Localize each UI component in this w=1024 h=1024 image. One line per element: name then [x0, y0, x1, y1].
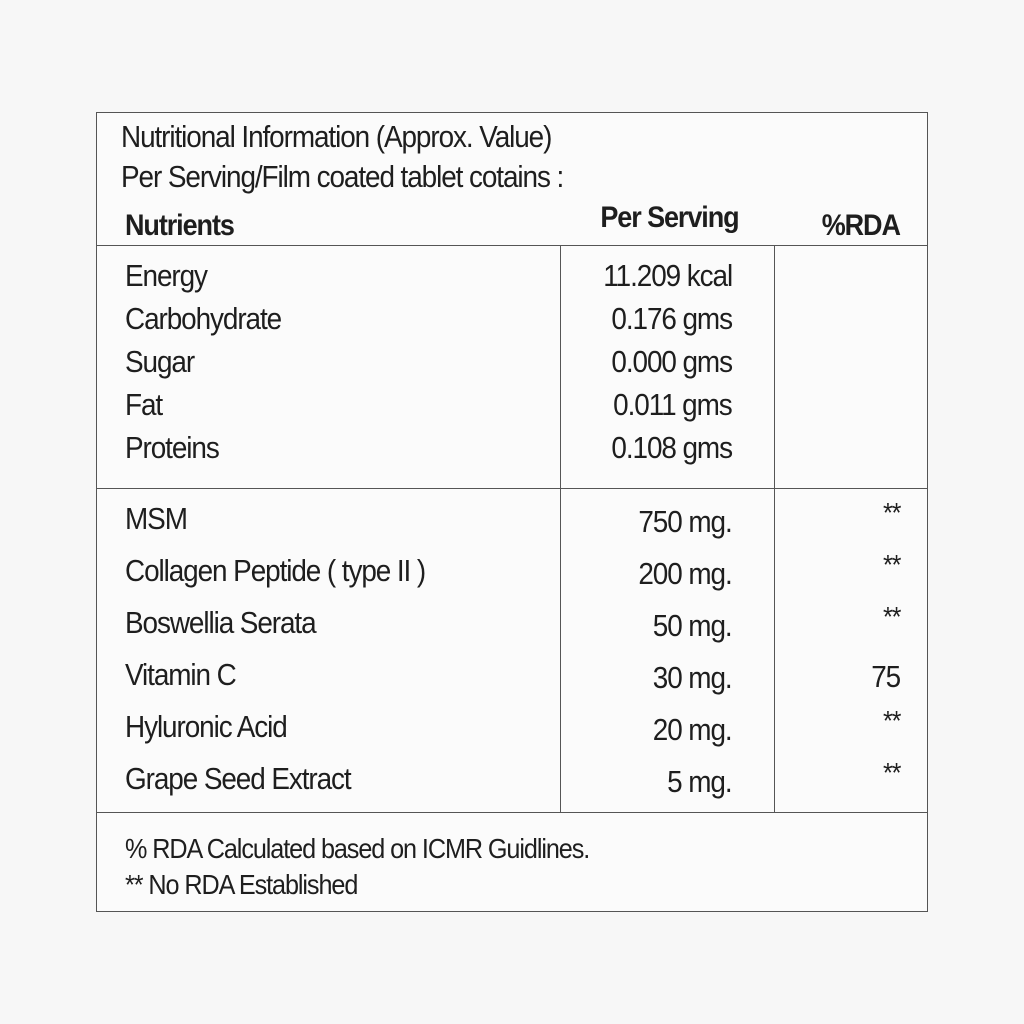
ingredient-rda: ** — [882, 497, 900, 528]
footnote-rda: % RDA Calculated based on ICMR Guidlines. — [125, 833, 590, 864]
header-nutrients: Nutrients — [125, 209, 234, 242]
ingredient-name: Collagen Peptide ( type II ) — [125, 553, 426, 588]
ingredient-name: Vitamin C — [125, 657, 236, 692]
nutrient-name: Carbohydrate — [125, 301, 282, 336]
ingredient-value: 200 mg. — [638, 556, 732, 591]
column-divider — [560, 245, 561, 812]
header-per-serving: Per Serving — [600, 201, 739, 234]
label-subtitle: Per Serving/Film coated tablet cotains : — [121, 159, 564, 194]
nutrient-value: 0.011 gms — [613, 387, 732, 422]
header-divider — [97, 245, 927, 246]
label-title: Nutritional Information (Approx. Value) — [121, 119, 552, 154]
footnote-no-rda: ** No RDA Established — [125, 869, 358, 900]
nutrient-name: Energy — [125, 258, 207, 293]
nutrient-name: Fat — [125, 387, 163, 422]
ingredient-value: 30 mg. — [653, 660, 732, 695]
ingredient-rda: ** — [882, 757, 900, 788]
nutrient-name: Sugar — [125, 344, 195, 379]
ingredient-rda: ** — [882, 549, 900, 580]
column-divider — [774, 245, 775, 812]
ingredient-value: 50 mg. — [653, 608, 732, 643]
ingredient-value: 750 mg. — [638, 504, 732, 539]
nutrient-value: 0.108 gms — [611, 430, 732, 465]
nutrient-value: 0.000 gms — [611, 344, 732, 379]
ingredient-name: Boswellia Serata — [125, 605, 316, 640]
ingredient-name: Grape Seed Extract — [125, 761, 351, 796]
ingredient-value: 5 mg. — [667, 764, 732, 799]
ingredient-rda: ** — [882, 705, 900, 736]
section-divider — [97, 488, 927, 489]
nutrition-label — [96, 112, 928, 912]
nutrient-value: 11.209 kcal — [603, 258, 732, 293]
nutrient-value: 0.176 gms — [611, 301, 732, 336]
ingredient-rda: ** — [882, 601, 900, 632]
ingredient-value: 20 mg. — [653, 712, 732, 747]
header-rda: %RDA — [821, 209, 900, 242]
footer-divider — [97, 812, 927, 813]
ingredient-name: Hyluronic Acid — [125, 709, 287, 744]
ingredient-name: MSM — [125, 501, 187, 536]
ingredient-rda: 75 — [871, 659, 900, 694]
nutrient-name: Proteins — [125, 430, 219, 465]
